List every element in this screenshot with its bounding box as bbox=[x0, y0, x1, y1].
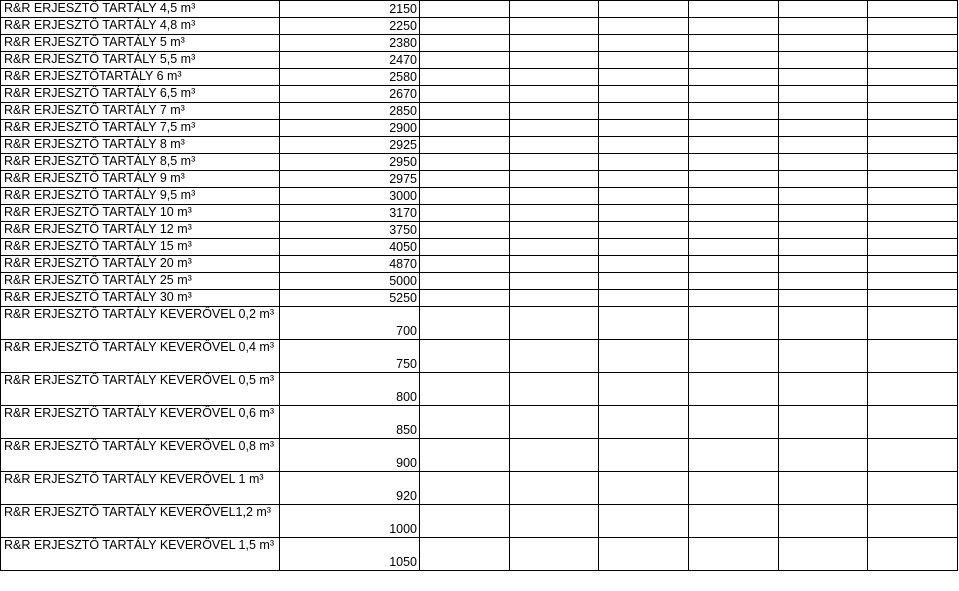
empty-cell bbox=[868, 239, 958, 256]
table-row bbox=[1, 69, 958, 86]
empty-cell bbox=[868, 307, 958, 340]
empty-cell bbox=[778, 35, 868, 52]
product-price: 2670 bbox=[280, 86, 420, 103]
product-name-cell bbox=[1, 103, 280, 120]
empty-cell bbox=[509, 52, 599, 69]
product-name: R&R ERJESZTŐ TARTÁLY KEVERŐVEL 0,2 m³ bbox=[4, 307, 274, 321]
empty-cell bbox=[509, 505, 599, 538]
product-price: 4050 bbox=[280, 239, 420, 256]
empty-cell bbox=[868, 273, 958, 290]
empty-cell bbox=[778, 439, 868, 472]
product-price: 3000 bbox=[280, 188, 420, 205]
empty-cell bbox=[420, 256, 510, 273]
product-name-cell bbox=[1, 188, 280, 205]
empty-cell bbox=[778, 538, 868, 571]
empty-cell bbox=[420, 439, 510, 472]
product-name-cell bbox=[1, 120, 280, 137]
product-name: R&R ERJESZTŐ TARTÁLY 7 m³ bbox=[4, 103, 185, 117]
table-row bbox=[1, 439, 958, 472]
empty-cell bbox=[868, 505, 958, 538]
empty-cell bbox=[868, 171, 958, 188]
product-price: 3170 bbox=[280, 205, 420, 222]
product-price: 800 bbox=[280, 373, 420, 406]
empty-cell bbox=[509, 222, 599, 239]
table-row bbox=[1, 171, 958, 188]
empty-cell bbox=[688, 406, 778, 439]
table-row bbox=[1, 239, 958, 256]
empty-cell bbox=[599, 35, 689, 52]
empty-cell bbox=[778, 472, 868, 505]
empty-cell bbox=[688, 205, 778, 222]
empty-cell bbox=[688, 307, 778, 340]
empty-cell bbox=[599, 1, 689, 18]
table-row bbox=[1, 137, 958, 154]
product-price: 2975 bbox=[280, 171, 420, 188]
product-price: 2380 bbox=[280, 35, 420, 52]
empty-cell bbox=[420, 505, 510, 538]
empty-cell bbox=[599, 472, 689, 505]
product-name: R&R ERJESZTŐ TARTÁLY KEVERŐVEL 0,5 m³ bbox=[4, 373, 274, 387]
empty-cell bbox=[420, 18, 510, 35]
product-name-cell bbox=[1, 505, 280, 538]
product-name-cell bbox=[1, 154, 280, 171]
product-price: 4870 bbox=[280, 256, 420, 273]
empty-cell bbox=[688, 69, 778, 86]
product-name: R&R ERJESZTŐ TARTÁLY 10 m³ bbox=[4, 205, 192, 219]
empty-cell bbox=[420, 472, 510, 505]
empty-cell bbox=[420, 52, 510, 69]
table-row bbox=[1, 273, 958, 290]
empty-cell bbox=[868, 472, 958, 505]
empty-cell bbox=[509, 188, 599, 205]
product-name-cell bbox=[1, 137, 280, 154]
empty-cell bbox=[688, 188, 778, 205]
product-price: 1050 bbox=[280, 538, 420, 571]
empty-cell bbox=[599, 273, 689, 290]
table-row bbox=[1, 222, 958, 239]
empty-cell bbox=[778, 222, 868, 239]
empty-cell bbox=[688, 373, 778, 406]
table-row bbox=[1, 188, 958, 205]
empty-cell bbox=[599, 256, 689, 273]
product-name: R&R ERJESZTŐ TARTÁLY 5 m³ bbox=[4, 35, 185, 49]
empty-cell bbox=[599, 171, 689, 188]
empty-cell bbox=[420, 239, 510, 256]
empty-cell bbox=[599, 188, 689, 205]
empty-cell bbox=[420, 69, 510, 86]
empty-cell bbox=[509, 86, 599, 103]
empty-cell bbox=[688, 120, 778, 137]
empty-cell bbox=[868, 205, 958, 222]
product-price: 850 bbox=[280, 406, 420, 439]
empty-cell bbox=[509, 154, 599, 171]
product-price: 2925 bbox=[280, 137, 420, 154]
product-name-cell bbox=[1, 86, 280, 103]
product-price: 2250 bbox=[280, 18, 420, 35]
product-name: R&R ERJESZTŐTARTÁLY 6 m³ bbox=[4, 69, 182, 83]
empty-cell bbox=[778, 290, 868, 307]
product-price: 2950 bbox=[280, 154, 420, 171]
table-row bbox=[1, 538, 958, 571]
table-row bbox=[1, 86, 958, 103]
product-name-cell bbox=[1, 18, 280, 35]
empty-cell bbox=[509, 69, 599, 86]
empty-cell bbox=[599, 154, 689, 171]
empty-cell bbox=[778, 86, 868, 103]
product-name: R&R ERJESZTŐ TARTÁLY 8 m³ bbox=[4, 137, 185, 151]
table-row bbox=[1, 256, 958, 273]
empty-cell bbox=[509, 171, 599, 188]
product-price: 900 bbox=[280, 439, 420, 472]
empty-cell bbox=[688, 154, 778, 171]
empty-cell bbox=[420, 290, 510, 307]
empty-cell bbox=[599, 52, 689, 69]
empty-cell bbox=[420, 538, 510, 571]
product-price: 750 bbox=[280, 340, 420, 373]
empty-cell bbox=[420, 188, 510, 205]
empty-cell bbox=[509, 538, 599, 571]
table-row bbox=[1, 52, 958, 69]
price-table-body bbox=[1, 1, 958, 571]
product-price: 1000 bbox=[280, 505, 420, 538]
empty-cell bbox=[778, 188, 868, 205]
product-name: R&R ERJESZTŐ TARTÁLY 9,5 m³ bbox=[4, 188, 196, 202]
empty-cell bbox=[868, 35, 958, 52]
empty-cell bbox=[778, 273, 868, 290]
product-name: R&R ERJESZTŐ TARTÁLY 25 m³ bbox=[4, 273, 192, 287]
empty-cell bbox=[420, 137, 510, 154]
product-name-cell bbox=[1, 340, 280, 373]
empty-cell bbox=[778, 120, 868, 137]
empty-cell bbox=[509, 472, 599, 505]
product-name-cell bbox=[1, 171, 280, 188]
product-name-cell bbox=[1, 538, 280, 571]
product-price: 2150 bbox=[280, 1, 420, 18]
empty-cell bbox=[778, 52, 868, 69]
empty-cell bbox=[420, 340, 510, 373]
product-name-cell bbox=[1, 472, 280, 505]
empty-cell bbox=[599, 406, 689, 439]
empty-cell bbox=[420, 222, 510, 239]
product-name: R&R ERJESZTŐ TARTÁLY KEVERŐVEL 0,8 m³ bbox=[4, 439, 274, 453]
product-name-cell bbox=[1, 222, 280, 239]
empty-cell bbox=[509, 239, 599, 256]
empty-cell bbox=[868, 154, 958, 171]
empty-cell bbox=[688, 273, 778, 290]
table-row bbox=[1, 103, 958, 120]
empty-cell bbox=[509, 137, 599, 154]
empty-cell bbox=[420, 205, 510, 222]
product-name-cell bbox=[1, 1, 280, 18]
empty-cell bbox=[599, 205, 689, 222]
empty-cell bbox=[509, 103, 599, 120]
empty-cell bbox=[599, 18, 689, 35]
product-name: R&R ERJESZTŐ TARTÁLY 7,5 m³ bbox=[4, 120, 196, 134]
empty-cell bbox=[778, 1, 868, 18]
empty-cell bbox=[420, 86, 510, 103]
empty-cell bbox=[599, 505, 689, 538]
empty-cell bbox=[509, 205, 599, 222]
empty-cell bbox=[688, 18, 778, 35]
empty-cell bbox=[420, 103, 510, 120]
empty-cell bbox=[688, 103, 778, 120]
product-name: R&R ERJESZTŐ TARTÁLY 30 m³ bbox=[4, 290, 192, 304]
product-name: R&R ERJESZTŐ TARTÁLY 15 m³ bbox=[4, 239, 192, 253]
empty-cell bbox=[420, 1, 510, 18]
product-price: 3750 bbox=[280, 222, 420, 239]
product-name-cell bbox=[1, 69, 280, 86]
empty-cell bbox=[509, 256, 599, 273]
empty-cell bbox=[688, 505, 778, 538]
empty-cell bbox=[868, 439, 958, 472]
product-name: R&R ERJESZTŐ TARTÁLY KEVERŐVEL 0,4 m³ bbox=[4, 340, 274, 354]
empty-cell bbox=[778, 256, 868, 273]
empty-cell bbox=[599, 290, 689, 307]
empty-cell bbox=[599, 222, 689, 239]
table-row bbox=[1, 472, 958, 505]
empty-cell bbox=[868, 120, 958, 137]
empty-cell bbox=[688, 256, 778, 273]
product-name: R&R ERJESZTŐ TARTÁLY 6,5 m³ bbox=[4, 86, 196, 100]
product-price: 5250 bbox=[280, 290, 420, 307]
empty-cell bbox=[509, 406, 599, 439]
product-name-cell bbox=[1, 406, 280, 439]
empty-cell bbox=[599, 239, 689, 256]
empty-cell bbox=[688, 222, 778, 239]
empty-cell bbox=[778, 18, 868, 35]
table-row bbox=[1, 505, 958, 538]
empty-cell bbox=[688, 137, 778, 154]
product-price: 700 bbox=[280, 307, 420, 340]
product-name-cell bbox=[1, 273, 280, 290]
product-name-cell bbox=[1, 307, 280, 340]
product-name-cell bbox=[1, 373, 280, 406]
empty-cell bbox=[688, 239, 778, 256]
empty-cell bbox=[778, 137, 868, 154]
empty-cell bbox=[868, 52, 958, 69]
empty-cell bbox=[599, 120, 689, 137]
empty-cell bbox=[420, 273, 510, 290]
product-name-cell bbox=[1, 256, 280, 273]
empty-cell bbox=[868, 1, 958, 18]
empty-cell bbox=[778, 373, 868, 406]
empty-cell bbox=[599, 307, 689, 340]
product-name: R&R ERJESZTŐ TARTÁLY 4,5 m³ bbox=[4, 1, 196, 15]
empty-cell bbox=[420, 154, 510, 171]
empty-cell bbox=[509, 373, 599, 406]
product-name-cell bbox=[1, 35, 280, 52]
product-name-cell bbox=[1, 52, 280, 69]
empty-cell bbox=[868, 256, 958, 273]
empty-cell bbox=[599, 538, 689, 571]
product-name-cell bbox=[1, 290, 280, 307]
empty-cell bbox=[868, 103, 958, 120]
empty-cell bbox=[509, 290, 599, 307]
empty-cell bbox=[868, 222, 958, 239]
empty-cell bbox=[868, 137, 958, 154]
product-name: R&R ERJESZTŐ TARTÁLY 9 m³ bbox=[4, 171, 185, 185]
product-name: R&R ERJESZTŐ TARTÁLY 12 m³ bbox=[4, 222, 192, 236]
empty-cell bbox=[509, 340, 599, 373]
empty-cell bbox=[688, 86, 778, 103]
empty-cell bbox=[420, 373, 510, 406]
empty-cell bbox=[509, 120, 599, 137]
empty-cell bbox=[868, 373, 958, 406]
product-price: 920 bbox=[280, 472, 420, 505]
empty-cell bbox=[509, 307, 599, 340]
empty-cell bbox=[599, 439, 689, 472]
empty-cell bbox=[868, 86, 958, 103]
empty-cell bbox=[688, 290, 778, 307]
empty-cell bbox=[599, 86, 689, 103]
empty-cell bbox=[599, 340, 689, 373]
empty-cell bbox=[420, 35, 510, 52]
product-price: 2850 bbox=[280, 103, 420, 120]
empty-cell bbox=[420, 406, 510, 439]
product-name: R&R ERJESZTŐ TARTÁLY 4,8 m³ bbox=[4, 18, 196, 32]
table-row bbox=[1, 18, 958, 35]
empty-cell bbox=[778, 103, 868, 120]
empty-cell bbox=[778, 171, 868, 188]
empty-cell bbox=[509, 35, 599, 52]
empty-cell bbox=[509, 1, 599, 18]
product-name: R&R ERJESZTŐ TARTÁLY KEVERŐVEL1,2 m³ bbox=[4, 505, 271, 519]
empty-cell bbox=[688, 340, 778, 373]
product-name: R&R ERJESZTŐ TARTÁLY 8,5 m³ bbox=[4, 154, 196, 168]
empty-cell bbox=[599, 373, 689, 406]
product-price: 2580 bbox=[280, 69, 420, 86]
empty-cell bbox=[420, 307, 510, 340]
empty-cell bbox=[688, 171, 778, 188]
empty-cell bbox=[599, 69, 689, 86]
product-name-cell bbox=[1, 439, 280, 472]
empty-cell bbox=[778, 406, 868, 439]
product-name: R&R ERJESZTŐ TARTÁLY 20 m³ bbox=[4, 256, 192, 270]
empty-cell bbox=[778, 505, 868, 538]
empty-cell bbox=[868, 406, 958, 439]
empty-cell bbox=[599, 103, 689, 120]
product-price: 5000 bbox=[280, 273, 420, 290]
empty-cell bbox=[420, 171, 510, 188]
empty-cell bbox=[688, 52, 778, 69]
empty-cell bbox=[778, 205, 868, 222]
empty-cell bbox=[688, 35, 778, 52]
empty-cell bbox=[778, 239, 868, 256]
empty-cell bbox=[778, 154, 868, 171]
table-row bbox=[1, 373, 958, 406]
product-price: 2900 bbox=[280, 120, 420, 137]
empty-cell bbox=[509, 439, 599, 472]
empty-cell bbox=[420, 120, 510, 137]
empty-cell bbox=[509, 273, 599, 290]
empty-cell bbox=[599, 137, 689, 154]
empty-cell bbox=[868, 538, 958, 571]
table-row bbox=[1, 307, 958, 340]
table-row bbox=[1, 340, 958, 373]
table-row bbox=[1, 35, 958, 52]
product-name: R&R ERJESZTŐ TARTÁLY KEVERŐVEL 0,6 m³ bbox=[4, 406, 274, 420]
table-row bbox=[1, 120, 958, 137]
product-name: R&R ERJESZTŐ TARTÁLY KEVERŐVEL 1 m³ bbox=[4, 472, 264, 486]
empty-cell bbox=[868, 290, 958, 307]
empty-cell bbox=[778, 69, 868, 86]
product-name: R&R ERJESZTŐ TARTÁLY KEVERŐVEL 1,5 m³ bbox=[4, 538, 274, 552]
product-name-cell bbox=[1, 205, 280, 222]
empty-cell bbox=[509, 18, 599, 35]
table-row bbox=[1, 406, 958, 439]
table-row bbox=[1, 205, 958, 222]
empty-cell bbox=[688, 472, 778, 505]
empty-cell bbox=[778, 307, 868, 340]
table-row bbox=[1, 154, 958, 171]
empty-cell bbox=[778, 340, 868, 373]
empty-cell bbox=[868, 188, 958, 205]
table-row bbox=[1, 290, 958, 307]
product-price: 2470 bbox=[280, 52, 420, 69]
table-row bbox=[1, 1, 958, 18]
empty-cell bbox=[868, 69, 958, 86]
empty-cell bbox=[688, 1, 778, 18]
product-name-cell bbox=[1, 239, 280, 256]
empty-cell bbox=[868, 340, 958, 373]
empty-cell bbox=[688, 439, 778, 472]
empty-cell bbox=[868, 18, 958, 35]
product-name: R&R ERJESZTŐ TARTÁLY 5,5 m³ bbox=[4, 52, 196, 66]
empty-cell bbox=[688, 538, 778, 571]
